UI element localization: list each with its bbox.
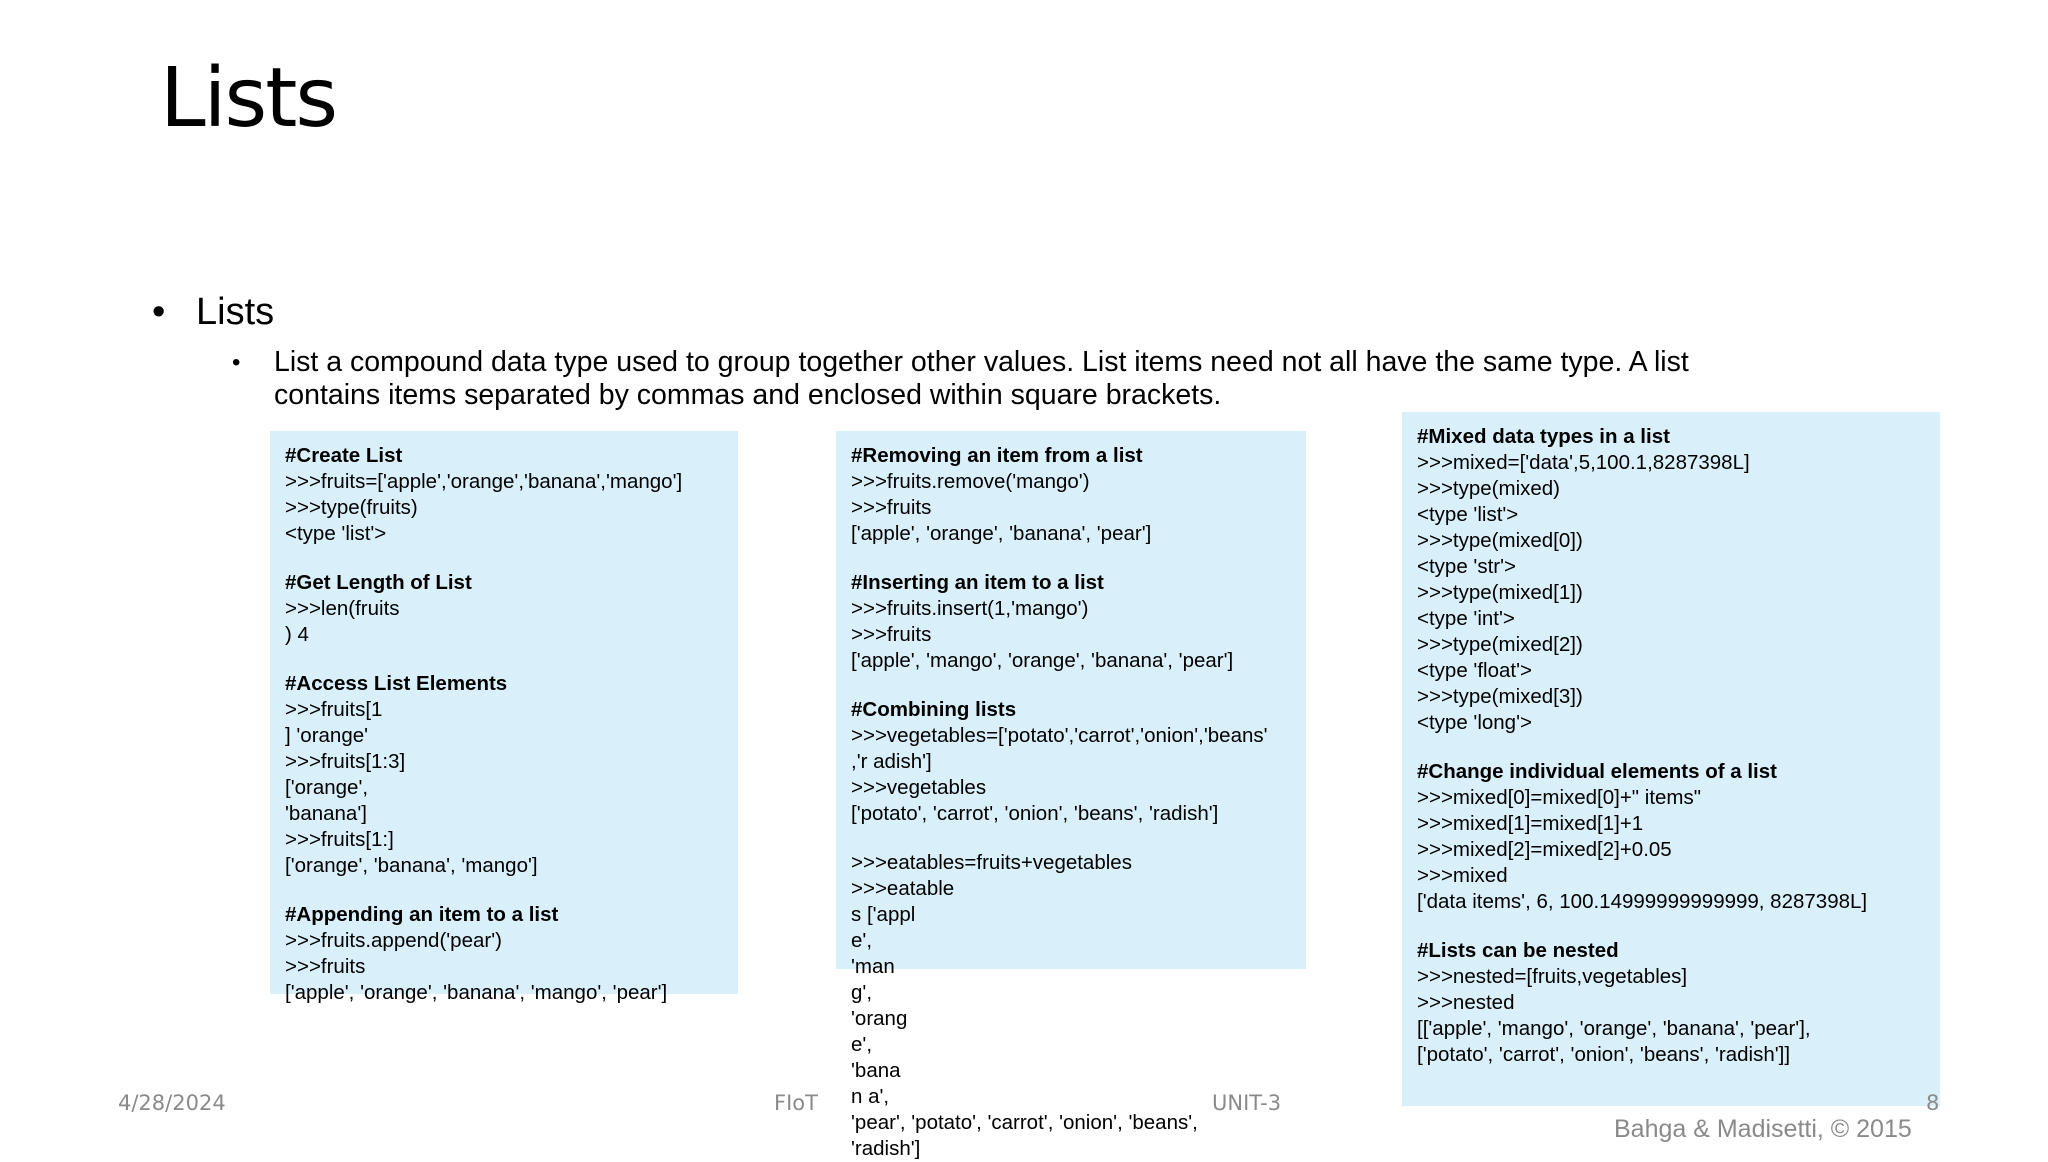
code-line: s ['appl [851,903,916,926]
code-section [1417,759,1940,915]
code-line: >>>eatable [851,877,955,900]
code-line: <type 'str'> [1417,555,1516,578]
code-line: >>>mixed[0]=mixed[0]+" items" [1417,786,1702,809]
footer-page-number: 8 [1926,1091,1940,1115]
code-line: ['data items', 6, 100.14999999999999, 8287398L] [1417,890,1868,913]
bullet-level-1-text: Lists [196,291,275,333]
code-line: >>>fruits.insert(1,'mango') [851,597,1089,620]
code-line: >>>fruits.append('pear') [285,929,502,952]
code-line: ['potato', 'carrot', 'onion', 'beans', 'radish']] [1417,1043,1791,1066]
code-section-heading: #Mixed data types in a list [1417,425,1670,448]
code-section-heading: #Lists can be nested [1417,939,1619,962]
code-line: g', [851,981,873,1004]
code-line: >>>fruits [285,955,366,978]
code-line: e', [851,929,873,952]
code-line: ['orange', [285,776,369,799]
code-line: >>>type(mixed[3]) [1417,685,1583,708]
code-box-mixed-types [1402,412,1940,1106]
code-section-heading: #Change individual elements of a list [1417,760,1777,783]
code-line: ,'r adish'] [851,750,932,773]
code-line: >>>vegetables=['potato','carrot','onion','beans' [851,724,1268,747]
code-line: >>>mixed[2]=mixed[2]+0.05 [1417,838,1672,861]
code-line: ['apple', 'mango', 'orange', 'banana', 'pear'] [851,649,1234,672]
code-line: 'bana [851,1059,901,1082]
code-section [1417,938,1940,1068]
code-line: >>>nested=[fruits,vegetables] [1417,965,1688,988]
code-section [285,570,738,648]
footer-date: 4/28/2024 [118,1091,226,1115]
slide-title: Lists [160,51,337,146]
code-line: >>>vegetables [851,776,987,799]
code-line: >>>type(mixed[0]) [1417,529,1583,552]
code-section-heading: #Get Length of List [285,571,472,594]
code-line: 'man [851,955,895,978]
code-line: 'banana'] [285,802,367,825]
bullet-dot: • [152,291,166,333]
code-line: >>>eatables=fruits+vegetables [851,851,1132,874]
code-line: >>>fruits.remove('mango') [851,470,1090,493]
code-line: >>>mixed [1417,864,1508,887]
code-section [851,443,1306,547]
code-line: ['potato', 'carrot', 'onion', 'beans', 'radish'] [851,802,1219,825]
code-line: ['orange', 'banana', 'mango'] [285,854,538,877]
code-section-heading: #Inserting an item to a list [851,571,1104,594]
code-line: ['apple', 'orange', 'banana', 'mango', 'pear'] [285,981,668,1004]
code-section-heading: #Combining lists [851,698,1017,721]
code-box-basic-operations [270,431,738,1004]
bullet-level-2 [232,346,1792,412]
code-section [285,671,738,879]
code-section-heading: #Removing an item from a list [851,444,1143,467]
code-line: >>>type(mixed[1]) [1417,581,1583,604]
code-line: <type 'list'> [285,522,387,545]
code-line: >>>fruits [851,496,932,519]
code-section-heading: #Access List Elements [285,672,508,695]
code-line: n a', [851,1085,890,1108]
code-line: >>>fruits[1:3] [285,750,406,773]
code-line: <type 'float'> [1417,659,1532,682]
code-line: >>>mixed=['data',5,100.1,8287398L] [1417,451,1750,474]
footer-unit: UNIT-3 [1212,1091,1282,1115]
code-section [851,697,1306,827]
code-line: >>>type(fruits) [285,496,418,519]
copyright-notice: Bahga & Madisetti, © 2015 [1614,1115,1912,1143]
code-line: ] 'orange' [285,724,369,747]
code-line: <type 'int'> [1417,607,1515,630]
code-line: >>>fruits=['apple','orange','banana','mango'] [285,470,683,493]
code-line: >>>len(fruits [285,597,400,620]
code-line: <type 'long'> [1417,711,1532,734]
bullet-level-2-text: List a compound data type used to group together other values. List items need not all have the same type. A list contains items separated by commas and enclosed within square brackets. [274,346,1689,411]
code-section [851,850,1306,1162]
bullet-dot: • [232,349,241,376]
code-line: >>>fruits [851,623,932,646]
code-line: ['apple', 'orange', 'banana', 'pear'] [851,522,1152,545]
code-line: >>>mixed[1]=mixed[1]+1 [1417,812,1644,835]
code-line: ) 4 [285,623,309,646]
code-line: 'pear', 'potato', 'carrot', 'onion', 'beans', [851,1111,1198,1134]
code-line: <type 'list'> [1417,503,1519,526]
code-section [1417,424,1940,736]
code-line: >>>type(mixed[2]) [1417,633,1583,656]
code-section [851,570,1306,674]
code-line: [['apple', 'mango', 'orange', 'banana', 'pear'], [1417,1017,1811,1040]
code-section [285,443,738,547]
code-line: >>>nested [1417,991,1515,1014]
footer-course: FIoT [774,1091,818,1115]
code-line: 'orang [851,1007,908,1030]
code-section [285,902,738,1006]
code-section-heading: #Create List [285,444,403,467]
bullet-level-1 [152,290,274,334]
code-line: >>>fruits[1:] [285,828,394,851]
code-line: e', [851,1033,873,1056]
code-line: >>>fruits[1 [285,698,383,721]
code-line: >>>type(mixed) [1417,477,1560,500]
code-section-heading: #Appending an item to a list [285,903,559,926]
code-line: 'radish'] [851,1137,921,1160]
